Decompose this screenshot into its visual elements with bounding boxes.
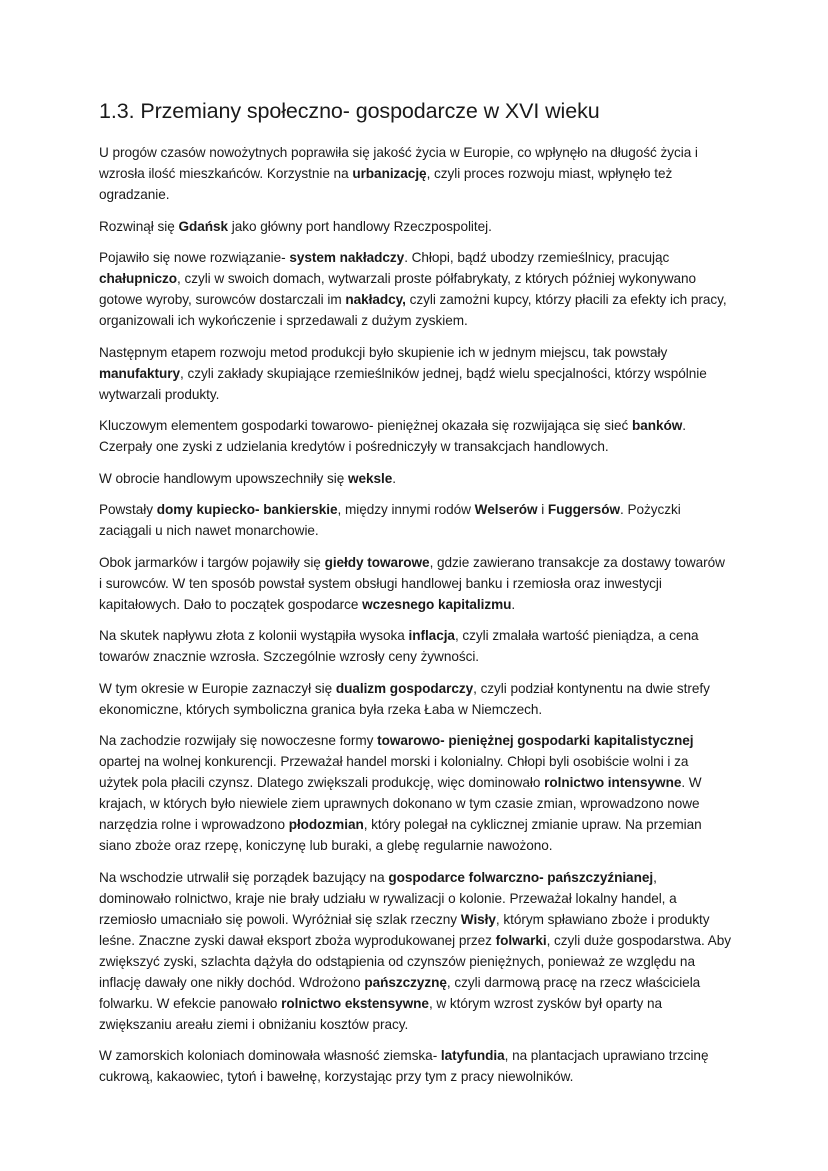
term-gdansk: Gdańsk bbox=[178, 218, 228, 234]
term-manufaktury: manufaktury bbox=[99, 365, 181, 381]
paragraph-gieldy-towarowe: Obok jarmarków i targów pojawiły się giełdy towarowe, gdzie zawierano transakcje za dostawy towarów i surowców. W ten sposób powstał system obsługi handlowej banku i rzemiosła oraz inwestycji kapitałowych. Dało to początek gospodarce wczesnego kapitalizmu. bbox=[99, 554, 725, 612]
term-banki: banków bbox=[631, 418, 683, 433]
paragraph-zachod: Na zachodzie rozwijały się nowoczesne formy towarowo- pieniężnej gospodarki kapitalistycznej opartej na wolnej konkurencji. Przeważał handel morski i kolonialny. Chłopi byli osobiście wolni i za użytek pola płacili czynsz. Dlatego zwiększali produkcję, więc dominowało rolnictwo intensywne. W krajach, w których było niewiele ziem uprawnych dokonano w tym czasie zmian, wprowadzono nowe narzędzia rolne i wprowadzono płodozmian, który polegał na cyklicznej zmianie upraw. Na przemian siano zboże oraz rzepę, koniczynę lub buraki, a glebę regularnie nawożono. bbox=[99, 733, 702, 853]
term-panszczyzna: pańszczyznę bbox=[364, 974, 447, 990]
paragraph-domy-kupiecko-bankierskie: Powstały domy kupiecko- bankierskie, między innymi rodów Welserów i Fuggersów. Pożyczki zaciągali u nich nawet monarchowie. bbox=[99, 502, 681, 538]
paragraph-dualizm: W tym okresie w Europie zaznaczył się dualizm gospodarczy, czyli podział kontynentu na dwie strefy ekonomiczne, których symboliczna granica była rzeka Łaba w Niemczech. bbox=[99, 680, 710, 717]
term-system-nakladczy: system nakładczy bbox=[289, 250, 405, 265]
paragraph-manufaktury: Następnym etapem rozwoju metod produkcji było skupienie ich w jednym miejscu, tak powstały manufaktury, czyli zakłady skupiające rzemieślników jednej, bądź wielu specjalności, którzy wspólnie wytwarzali produkty. bbox=[99, 344, 707, 402]
term-wisla: Wisły bbox=[460, 911, 496, 927]
term-wczesny-kapitalizm: wczesnego kapitalizmu bbox=[362, 596, 512, 612]
paragraph-weksle: W obrocie handlowym upowszechniły się weksle. bbox=[99, 470, 396, 486]
term-urbanizacja: urbanizację bbox=[352, 166, 427, 181]
term-latyfundia: latyfundia bbox=[440, 1048, 505, 1063]
term-gospodarka-kapitalistyczna: towarowo- pieniężnej gospodarki kapitalistycznej bbox=[377, 733, 694, 748]
paragraph-wschod: Na wschodzie utrwalił się porządek bazujący na gospodarce folwarczno- pańszczyźnianej, dominowało rolnictwo, kraje nie brały udziału w rywalizacji o kolonie. Przeważał lokalny handel, a rzemiosło umacniało się powoli. Wyróżniał się szlak rzeczny Wisły, którym spławiano zboże i produkty leśne. Znaczne zyski dawał eksport zboża wyprodukowanej przez folwarki, czyli duże gospodarstwa. Aby zwiększyć zyski, szlachta dążyła do odstąpienia od czynszów pieniężnych, ponieważ ze względu na inflację dawały one nikły dochód. Wdrożono pańszczyznę, czyli darmową pracę na rzecz właściciela folwarku. W efekcie panowało rolnictwo ekstensywne, w którym wzrost zysków był oparty na zwiększaniu areału ziemi i obniżaniu kosztów pracy. bbox=[99, 869, 731, 1032]
term-inflacja: inflacja bbox=[408, 628, 455, 643]
term-nakladcy: nakładcy, bbox=[345, 292, 406, 307]
term-plodozmian: płodozmian bbox=[288, 817, 364, 832]
paragraph-system-nakladczy: Pojawiło się nowe rozwiązanie- system nakładczy. Chłopi, bądź ubodzy rzemieślnicy, pracując chałupniczo, czyli w swoich domach, wytwarzali proste półfabrykaty, z których później wykonywano gotowe wyroby, surowców dostarczali im nakładcy, czyli zamożni kupcy, którzy płacili za efekty ich pracy, organizowali ich wykończenie i sprzedawali z dużym zyskiem. bbox=[99, 250, 727, 328]
term-gospodarka-folwarczno-panszczyzniana: gospodarce folwarczno- pańszczyźnianej bbox=[388, 869, 654, 885]
paragraph-banki: Kluczowym elementem gospodarki towarowo- pieniężnej okazała się rozwijająca się sieć banków. Czerpały one zyski z udzielania kredytów i pośredniczyły w transakcjach handlowych. bbox=[99, 418, 686, 454]
term-folwarki: folwarki bbox=[495, 932, 547, 948]
term-fuggersow: Fuggersów bbox=[547, 502, 620, 517]
term-domy-kupiecko-bankierskie: domy kupiecko- bankierskie bbox=[156, 502, 338, 517]
term-dualizm-gospodarczy: dualizm gospodarczy bbox=[335, 680, 474, 696]
paragraph-gdansk: Rozwinął się Gdańsk jako główny port handlowy Rzeczpospolitej. bbox=[99, 218, 492, 234]
paragraph-inflacja: Na skutek napływu złota z kolonii wystąpiła wysoka inflacja, czyli zmalała wartość pieniądza, a cena towarów znacznie wzrosła. Szczególnie wzrosły ceny żywności. bbox=[99, 628, 699, 664]
page-title: 1.3. Przemiany społeczno- gospodarcze w XVI wieku bbox=[99, 99, 600, 123]
document-content bbox=[99, 98, 731, 1098]
paragraph-urbanizacja: U progów czasów nowożytnych poprawiła się jakość życia w Europie, co wpłynęło na długość życia i wzrosła ilość mieszkańców. Korzystnie na urbanizację, czyli proces rozwoju miast, wpłynęło też ogradzanie. bbox=[99, 145, 698, 202]
term-welserow: Welserów bbox=[474, 502, 538, 517]
term-chalupniczo: chałupniczo bbox=[99, 271, 177, 286]
term-rolnictwo-ekstensywne: rolnictwo ekstensywne bbox=[281, 995, 429, 1011]
paragraph-kolonie: W zamorskich koloniach dominowała własność ziemska- latyfundia, na plantacjach uprawiano trzcinę cukrową, kakaowiec, tytoń i bawełnę, korzystając przy tym z pracy niewolników. bbox=[99, 1048, 709, 1084]
term-rolnictwo-intensywne: rolnictwo intensywne bbox=[544, 775, 682, 790]
term-gieldy-towarowe: giełdy towarowe bbox=[324, 554, 430, 570]
term-weksle: weksle bbox=[347, 470, 393, 486]
